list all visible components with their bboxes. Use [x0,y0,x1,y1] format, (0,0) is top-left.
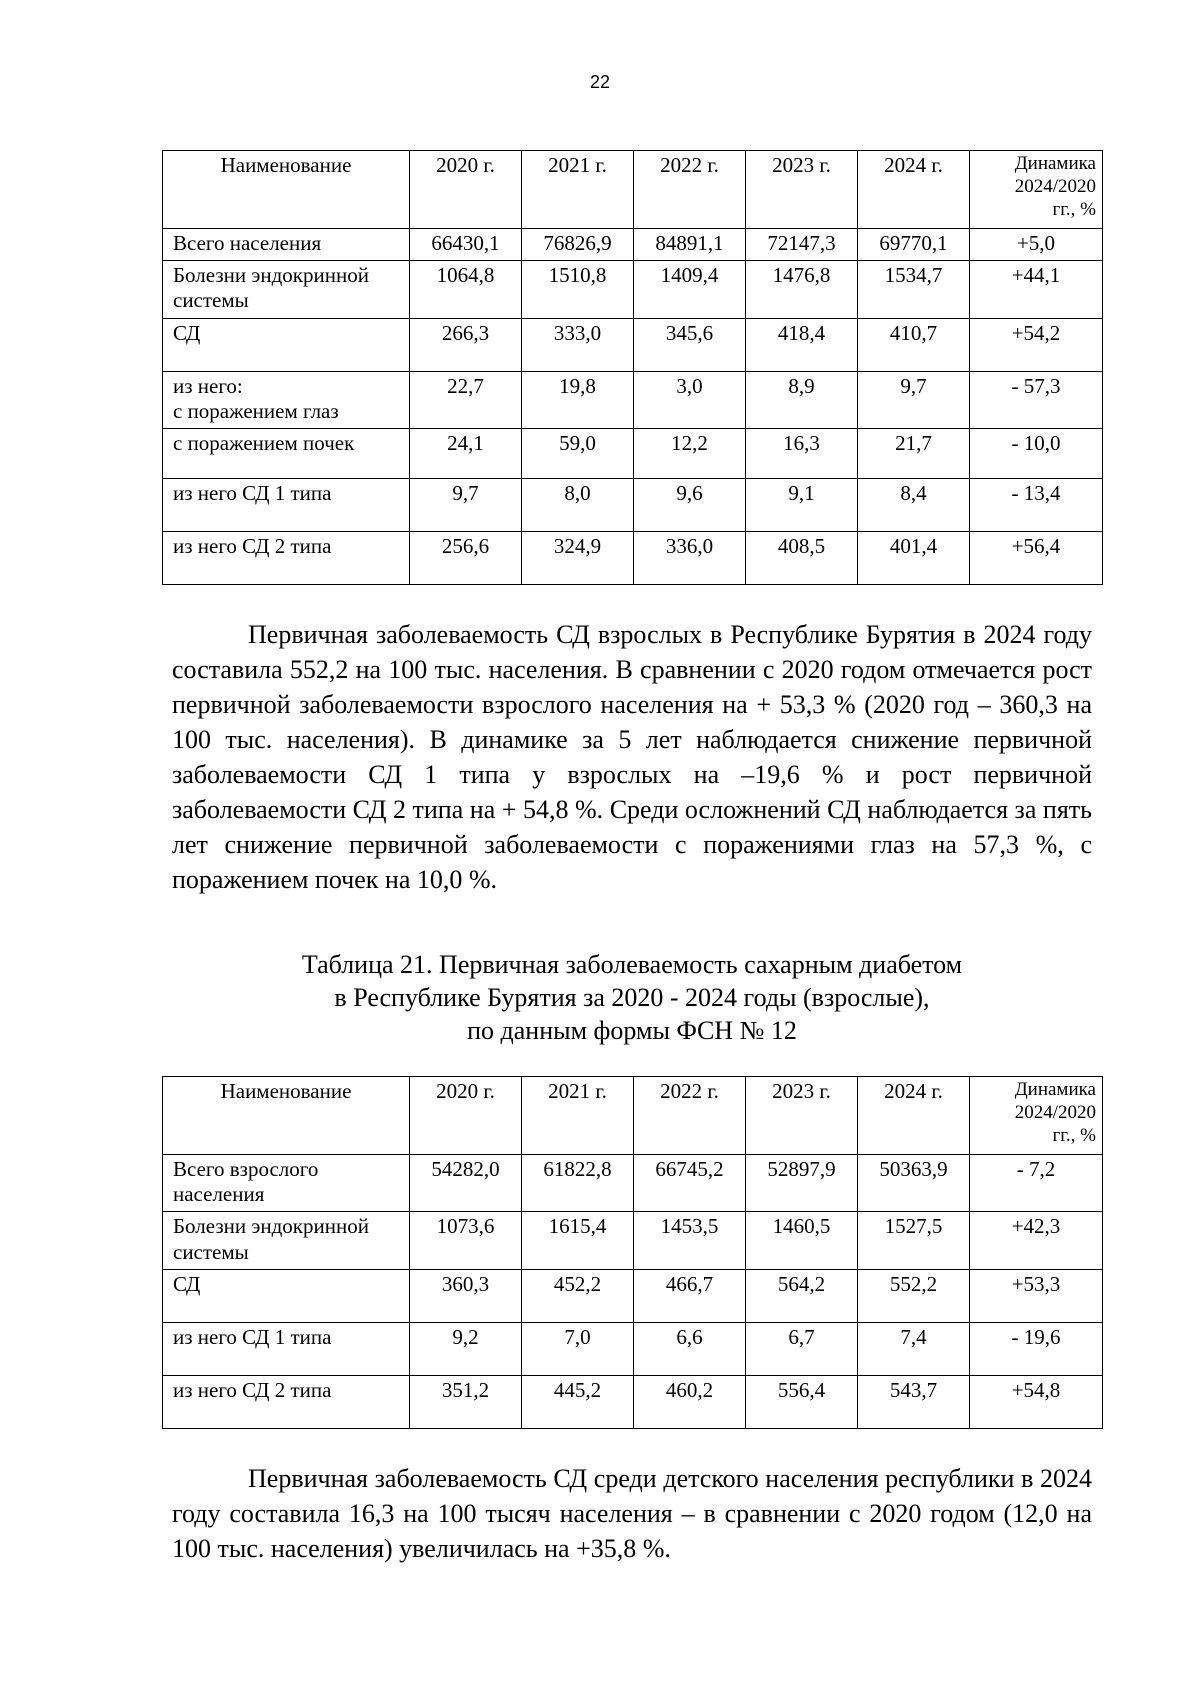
value-cell: 8,0 [522,478,634,531]
value-cell: 3,0 [634,371,746,428]
dynamics-cell: +54,2 [970,318,1103,371]
value-cell: 8,4 [858,478,970,531]
value-cell: 401,4 [858,531,970,584]
value-cell: 6,7 [746,1322,858,1375]
row-label: с поражением почек [163,428,410,478]
dynamics-cell: - 57,3 [970,371,1103,428]
dynamics-cell: +56,4 [970,531,1103,584]
row-label: из него СД 1 типа [163,1322,410,1375]
value-cell: 9,6 [634,478,746,531]
dynamics-cell: +53,3 [970,1269,1103,1322]
row-label: из него СД 2 типа [163,1375,410,1428]
value-cell: 12,2 [634,428,746,478]
value-cell: 351,2 [410,1375,522,1428]
dynamics-cell: +54,8 [970,1375,1103,1428]
column-header: 2023 г. [746,151,858,229]
value-cell: 410,7 [858,318,970,371]
column-header: 2021 г. [522,151,634,229]
value-cell: 556,4 [746,1375,858,1428]
column-header: 2023 г. [746,1077,858,1155]
value-cell: 266,3 [410,318,522,371]
dynamics-cell: - 13,4 [970,478,1103,531]
value-cell: 61822,8 [522,1155,634,1212]
value-cell: 54282,0 [410,1155,522,1212]
caption-line: Таблица 21. Первичная заболеваемость сахарным диабетом [301,950,963,979]
value-cell: 564,2 [746,1269,858,1322]
table-row [163,261,1103,318]
row-label: Всего взрослого населения [163,1155,410,1212]
value-cell: 360,3 [410,1269,522,1322]
value-cell: 21,7 [858,428,970,478]
value-cell: 16,3 [746,428,858,478]
value-cell: 7,0 [522,1322,634,1375]
table-row [163,1212,1103,1269]
row-label: из него СД 1 типа [163,478,410,531]
value-cell: 7,4 [858,1322,970,1375]
value-cell: 9,2 [410,1322,522,1375]
data-table-adult-population [162,1076,1103,1429]
value-cell: 19,8 [522,371,634,428]
table-row [163,229,1103,261]
column-header: 2020 г. [410,151,522,229]
value-cell: 72147,3 [746,229,858,261]
value-cell: 8,9 [746,371,858,428]
column-header: Наименование [163,1077,410,1155]
row-label: СД [163,1269,410,1322]
value-cell: 1460,5 [746,1212,858,1269]
value-cell: 9,7 [858,371,970,428]
column-header: 2022 г. [634,151,746,229]
value-cell: 256,6 [410,531,522,584]
value-cell: 333,0 [522,318,634,371]
value-cell: 418,4 [746,318,858,371]
value-cell: 1476,8 [746,261,858,318]
table-row [163,1322,1103,1375]
page-number: 22 [589,72,611,92]
paragraph-child-incidence: Первичная заболеваемость СД среди детского населения республики в 2024 году составила 16,3 на 100 тысяч населения – в сравнении с 2020 годом (12,0 на 100 тыс. населения) увеличилась на +35,8 %. [172,1464,1092,1563]
value-cell: 66430,1 [410,229,522,261]
column-header: Наименование [163,151,410,229]
value-cell: 69770,1 [858,229,970,261]
column-header: 2024 г. [858,151,970,229]
dynamics-cell: +42,3 [970,1212,1103,1269]
value-cell: 1510,8 [522,261,634,318]
value-cell: 1527,5 [858,1212,970,1269]
value-cell: 1453,5 [634,1212,746,1269]
column-header-dynamics: Динамика 2024/2020 гг., % [970,151,1103,229]
data-table-total-population [162,150,1103,585]
value-cell: 1534,7 [858,261,970,318]
row-label: из него СД 2 типа [163,531,410,584]
value-cell: 336,0 [634,531,746,584]
value-cell: 52897,9 [746,1155,858,1212]
value-cell: 452,2 [522,1269,634,1322]
dynamics-cell: +44,1 [970,261,1103,318]
value-cell: 84891,1 [634,229,746,261]
value-cell: 445,2 [522,1375,634,1428]
value-cell: 76826,9 [522,229,634,261]
dynamics-cell: - 19,6 [970,1322,1103,1375]
value-cell: 408,5 [746,531,858,584]
table-row [163,1269,1103,1322]
value-cell: 22,7 [410,371,522,428]
value-cell: 466,7 [634,1269,746,1322]
table-row [163,531,1103,584]
value-cell: 66745,2 [634,1155,746,1212]
value-cell: 324,9 [522,531,634,584]
caption-line: по данным формы ФСН № 12 [467,1016,797,1045]
value-cell: 6,6 [634,1322,746,1375]
table-header-row [163,151,1103,229]
table-row [163,318,1103,371]
column-header: 2022 г. [634,1077,746,1155]
row-label: из него: с поражением глаз [163,371,410,428]
table-row [163,1155,1103,1212]
column-header-dynamics: Динамика 2024/2020 гг., % [970,1077,1103,1155]
dynamics-cell: +5,0 [970,229,1103,261]
value-cell: 1064,8 [410,261,522,318]
value-cell: 345,6 [634,318,746,371]
value-cell: 9,7 [410,478,522,531]
table-row [163,1375,1103,1428]
value-cell: 24,1 [410,428,522,478]
value-cell: 1615,4 [522,1212,634,1269]
paragraph-adult-incidence: Первичная заболеваемость СД взрослых в Республике Бурятия в 2024 году составила 552,2 на 100 тыс. населения. В сравнении с 2020 годом отмечается рост первичной заболеваемости взрослого населения на + 53,3 % (2020 год – 360,3 на 100 тыс. населения). В динамике за 5 лет наблюдается снижение первичной заболеваемости СД 1 типа у взрослых на –19,6 % и рост первичной заболеваемости СД 2 типа на + 54,8 %. Среди осложнений СД наблюдается за пять лет снижение первичной заболеваемости с поражениями глаз на 57,3 %, с поражением почек на 10,0 %. [172,620,1092,894]
caption-line: в Республике Бурятия за 2020 - 2024 годы (взрослые), [334,983,930,1012]
column-header: 2024 г. [858,1077,970,1155]
value-cell: 552,2 [858,1269,970,1322]
row-label: СД [163,318,410,371]
value-cell: 543,7 [858,1375,970,1428]
table-row [163,428,1103,478]
value-cell: 460,2 [634,1375,746,1428]
row-label: Болезни эндокринной системы [163,261,410,318]
row-label: Всего населения [163,229,410,261]
row-label: Болезни эндокринной системы [163,1212,410,1269]
column-header: 2021 г. [522,1077,634,1155]
value-cell: 9,1 [746,478,858,531]
dynamics-cell: - 7,2 [970,1155,1103,1212]
table-row [163,371,1103,428]
value-cell: 1073,6 [410,1212,522,1269]
dynamics-cell: - 10,0 [970,428,1103,478]
table-row [163,478,1103,531]
table-caption [162,948,1102,1047]
value-cell: 50363,9 [858,1155,970,1212]
value-cell: 1409,4 [634,261,746,318]
table-header-row [163,1077,1103,1155]
value-cell: 59,0 [522,428,634,478]
column-header: 2020 г. [410,1077,522,1155]
